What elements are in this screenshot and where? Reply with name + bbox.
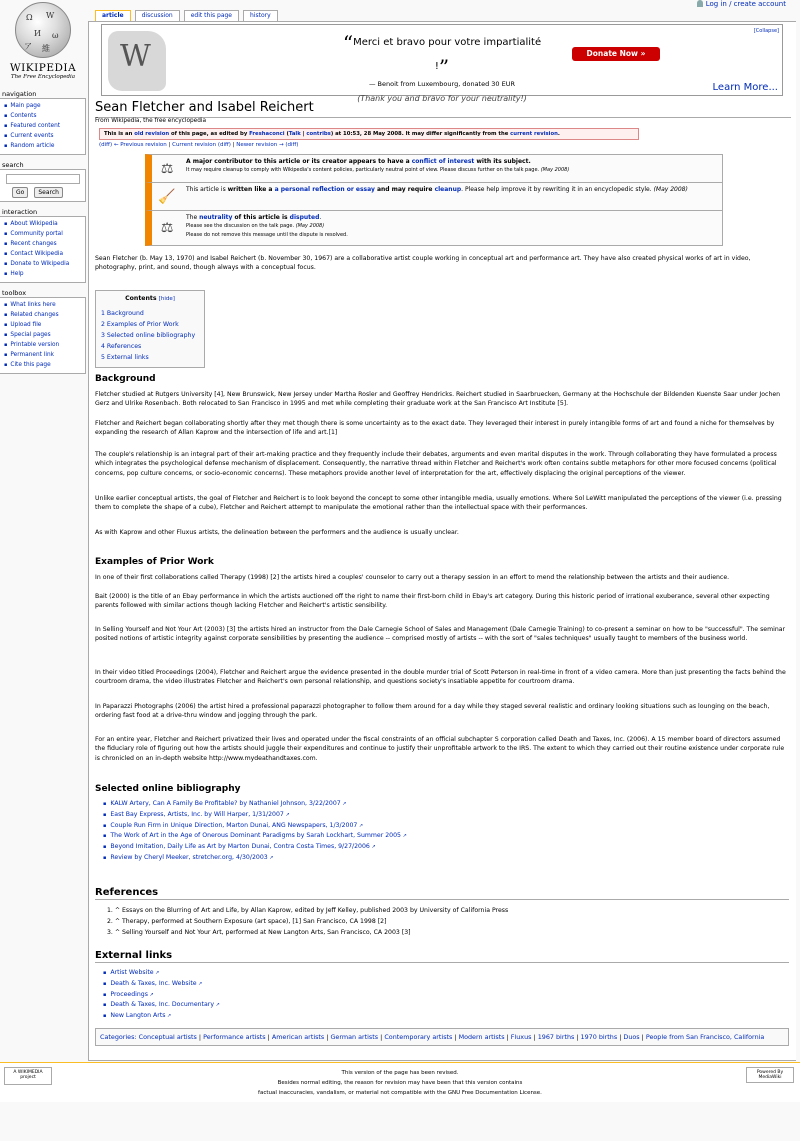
category-link[interactable]: Fluxus	[510, 1033, 532, 1041]
sidebar-item-help[interactable]: ▪ Help	[4, 269, 82, 279]
cleanup-link[interactable]: cleanup	[434, 186, 462, 193]
tab-history[interactable]: history	[243, 10, 278, 21]
logo-wordmark: WIKIPEDIA	[9, 62, 77, 74]
toc-item[interactable]: 1 Background	[101, 310, 144, 317]
nav-title: navigation	[2, 90, 37, 98]
broom-icon: 🧹	[158, 188, 176, 205]
paragraph: For an entire year, Fletcher and Reichert privatized their lives and operated under the fiscal constraints of an official subchapter S corporation called Death and Taxes, Inc. (2006). A 15 member board of directors assumed the fiduciary role of figuring out how the artists should juggle their expenditures and continue to justify their unprofitable artwork to the IRS. The extent to which they carried out their routine existence under corporate rule is chronicled on an in-depth website http://www.mydeathandtaxes.com.	[95, 736, 785, 762]
list-item: 3. ^ Selling Yourself and Not Your Art, performed at New Langton Arts, San Francisco, CA 2003 [3]	[107, 928, 411, 936]
footer-text	[240, 1068, 560, 1098]
sidebar-item-related-changes[interactable]: ▪ Related changes	[4, 310, 82, 320]
search-input[interactable]	[6, 174, 80, 184]
tab-discussion[interactable]: discussion	[135, 10, 180, 21]
paragraph: Unlike earlier conceptual artists, the goal of Fletcher and Reichert is to look beyond the concept to some other intangible media, usually emotions. Where Sol LeWitt manipulated the perceptions of the viewer (i.e. pressing them to complete the shape of a cube), Fletcher and Reichert attempt to manipulate the emotional rather than the intellectual space with their performances.	[95, 495, 782, 512]
footer-line: factual inaccuracies, vandalism, or material not compatible with the GNU Free Documentation License.	[258, 1090, 542, 1096]
puzzle-globe-icon: Ω W И ω ア 維	[15, 2, 71, 58]
newer-revision-link[interactable]: Newer revision → (diff)	[236, 142, 299, 148]
fundraiser-banner	[101, 24, 783, 103]
revision-nav: (diff) ← Previous revision | Current revision (diff) | Newer revision → (diff)	[99, 142, 299, 148]
category-link[interactable]: German artists	[330, 1033, 379, 1041]
search-portlet	[0, 161, 86, 202]
list-item[interactable]: ▪ KALW Artery, Can A Family Be Profitable? by Nathaniel Johnson, 3/22/2007 ↗	[103, 799, 407, 810]
list-item[interactable]: ▪ Beyond Imitation, Daily Life as Art by Marton Dunai, Contra Costa Times, 9/27/2006 ↗	[103, 842, 407, 853]
sidebar-item-featured[interactable]: ▪ Featured content	[4, 121, 82, 131]
references-list	[107, 906, 508, 938]
sidebar-item-main-page[interactable]: ▪ Main page	[4, 101, 82, 111]
sidebar-item-cite[interactable]: ▪ Cite this page	[4, 360, 82, 370]
category-link[interactable]: Performance artists	[203, 1033, 266, 1041]
wikipedia-puzzle-icon: W	[108, 31, 166, 91]
paragraph: Bait (2000) is the title of an Ebay performance in which the artists auctioned off the right to name their first-born child in Ebay's art category. During this historic period of irrational exuberance, several other expecting parents followed with similar actions though lacking Fletcher and Reichert's artistic sensibility.	[95, 593, 770, 610]
list-item[interactable]: ▪ Review by Cheryl Meeker, stretcher.org, 4/30/2003 ↗	[103, 853, 407, 864]
message-boxes	[145, 154, 723, 246]
tab-article[interactable]: article	[95, 10, 131, 21]
paragraph: In one of their first collaborations called Therapy (1998) [2] the artists hired a couples' counselor to carry out a therapy session in an effort to mend the relationship between the artists and their audience.	[95, 574, 730, 581]
category-link[interactable]: Duos	[623, 1033, 640, 1041]
old-revision-link[interactable]: old revision	[134, 131, 170, 137]
donate-button[interactable]: Donate Now »	[572, 47, 660, 61]
sidebar-item-donate[interactable]: ▪ Donate to Wikipedia	[4, 259, 82, 269]
login-link[interactable]	[697, 0, 786, 8]
toolbox-portlet	[0, 289, 86, 374]
list-item[interactable]: ▪ Artist Website ↗	[103, 968, 220, 979]
toc-item[interactable]: 4 References	[101, 343, 142, 350]
paragraph: Fletcher and Reichert began collaborating shortly after they met though there is some uncertainty as to the exact date. They leveraged their interest in purely intangible forms of art and found a niche for themselves by expanding the research of Allan Kaprow and the intersection of life and art.[1]	[95, 420, 775, 437]
coi-box: ⚖ A major contributor to this article or its creator appears to have a conflict of interest with its subject. It may require cleanup to comply with Wikipedia's content policies, particularly neutral point of view. Please discuss further on the talk page. (May 2008)	[145, 154, 723, 182]
donor-quote: “Merci et bravo pour votre impartialité !” — Benoit from Luxembourg, donated 30 EUR (Thank you and bravo for your neutrality!)	[342, 31, 542, 103]
paragraph: In Selling Yourself and Not Your Art (2003) [3] the artists hired an instructor from the Dale Carnegie School of Sales and Management (Dale Carnegie Training) to co-present a seminar on how to be "successful". The seminar posited notions of artistic integrity against corporate sensibilities by presenting the audience -- comprised mostly of artists -- with the sort of "sales techniques" usually taught to members of the business world.	[95, 626, 786, 643]
paragraph: Fletcher studied at Rutgers University [4], New Brunswick, New Jersey under Martha Rosler and Geoffrey Hendricks. Reichert studied in Saarbruecken, Germany at the Hochschule der Bildenden Kuenste Saar under Jochen Gerz and Ulrike Rosenbach. Both relocated to San Francisco in 1995 and met while completing their graduate work at the San Francisco Art Institute [5].	[95, 391, 781, 408]
toolbox-title: toolbox	[2, 289, 27, 297]
interaction-portlet	[0, 208, 86, 283]
external-links-list	[103, 968, 220, 1022]
logo-tagline: The Free Encyclopedia	[10, 74, 76, 80]
sidebar-item-about[interactable]: ▪ About Wikipedia	[4, 219, 82, 229]
essay-link[interactable]: a personal reflection or essay	[274, 186, 375, 193]
disputed-link[interactable]: disputed	[289, 214, 320, 221]
sidebar-item-permanent[interactable]: ▪ Permanent link	[4, 350, 82, 360]
category-link[interactable]: Modern artists	[458, 1033, 505, 1041]
talk-link[interactable]: Talk	[288, 131, 301, 137]
intro-paragraph: Sean Fletcher (b. May 13, 1970) and Isabel Reichert (b. November 30, 1967) are a collaborative artist couple working in conceptual art and performance art. They have also created physical works of art in video, photography, print, and sound, though always with a conceptual focus.	[95, 255, 751, 272]
bibliography-heading: Selected online bibliography	[95, 784, 241, 794]
sidebar-item-what-links[interactable]: ▪ What links here	[4, 300, 82, 310]
list-item[interactable]: ▪ New Langton Arts ↗	[103, 1011, 220, 1022]
category-link[interactable]: Contemporary artists	[384, 1033, 453, 1041]
old-revision-notice: This is an old revision of this page, as edited by Freshaconci (Talk | contribs) at 10:53, 28 May 2008. It may differ significantly from the current revision.	[99, 128, 639, 140]
references-heading: References	[95, 887, 789, 900]
search-button[interactable]: Search	[34, 187, 63, 198]
external-links-heading: External links	[95, 950, 789, 963]
paragraph: In their video titled Proceedings (2004), Fletcher and Reichert argue the evidence presented in the double murder trial of Scott Peterson in real-time in front of a video camera. More than just presenting the facts behind the courtroom drama, the video illustrates Fletcher and Reichert's own personal relationship, and questions society's insatiable appetite for courtroom drama.	[95, 669, 786, 686]
coi-link[interactable]: conflict of interest	[411, 158, 475, 165]
editor-link[interactable]: Freshaconci	[249, 131, 285, 137]
list-item[interactable]: ▪ Proceedings ↗	[103, 990, 220, 1001]
content-area	[88, 21, 796, 1061]
previous-revision-link[interactable]: (diff) ← Previous revision	[99, 142, 167, 148]
list-item[interactable]: ▪ Couple Run Firm in Unique Direction, Marton Dunai, ANG Newspapers, 1/3/2007 ↗	[103, 821, 407, 832]
user-icon	[697, 0, 703, 7]
toc-item[interactable]: 5 External links	[101, 354, 149, 361]
list-item: 1. ^ Essays on the Blurring of Art and Life, by Allan Kaprow, edited by Jeff Kelley, published 2003 by University of California Press	[107, 907, 509, 914]
toc-hide-link[interactable]: [hide]	[158, 296, 175, 302]
sidebar-item-contents[interactable]: ▪ Contents	[4, 111, 82, 121]
quote-text: Merci et bravo pour votre impartialité !	[353, 37, 542, 72]
toc-title: Contents	[125, 295, 157, 302]
essay-box: 🧹 This article is written like a a personal reflection or essay and may require cleanup. Please help improve it by rewriting it in an encyclopedic style. (May 2008)	[145, 182, 723, 210]
current-revision-link[interactable]: current revision	[510, 131, 558, 137]
page-tabs	[95, 10, 278, 21]
mediawiki-logo[interactable]: Powered By MediaWiki	[746, 1067, 794, 1083]
paragraph: As with Kaprow and other Fluxus artists, the delineation between the performers and the audience is usually unclear.	[95, 529, 459, 536]
category-links: Categories: Conceptual artists | Performance artists | American artists | German artists | Contemporary artists | Modern artists | Fluxus | 1967 births | 1970 births | Duos | People from San Francisco, California	[95, 1028, 789, 1046]
login-text[interactable]: Log in / create account	[705, 0, 786, 8]
search-title: search	[2, 161, 24, 169]
sidebar-item-random[interactable]: ▪ Random article	[4, 141, 82, 151]
current-revision-nav-link[interactable]: Current revision (diff)	[172, 142, 231, 148]
contribs-link[interactable]: contribs	[306, 131, 331, 137]
wikipedia-logo[interactable]	[2, 2, 84, 88]
sidebar-item-community[interactable]: ▪ Community portal	[4, 229, 82, 239]
toc-item[interactable]: 3 Selected online bibliography	[101, 332, 196, 339]
site-subtitle: From Wikipedia, the free encyclopedia	[95, 118, 207, 124]
sidebar-item-recent-changes[interactable]: ▪ Recent changes	[4, 239, 82, 249]
bibliography-list	[103, 799, 407, 864]
paragraph: The couple's relationship is an integral part of their art-making practice and they frequently include their debates, arguments and even marital disputes in the work. Through collaborating they have formulated a process which integrates the psychological defense mechanism of displacement. Consequently, the narrative thread within Fletcher and Reichert's work often contains subtle metaphors for other more focused concerns (political concerns, pop culture concerns, or socio-economic concerns). These metaphors provide another level of interpretation for the art, effectively displacing the original perceptions of the viewer.	[95, 451, 777, 477]
scales-icon: ⚖	[160, 160, 174, 177]
categories-label[interactable]: Categories:	[100, 1033, 137, 1041]
quote-signature: — Benoit from Luxembourg, donated 30 EUR	[368, 80, 516, 88]
category-link[interactable]: 1967 births	[537, 1033, 575, 1041]
sidebar	[0, 90, 86, 380]
list-item: 2. ^ Therapy, performed at Southern Exposure (art space), [1] San Francisco, CA 1998 [2]	[107, 917, 387, 925]
sidebar-item-contact[interactable]: ▪ Contact Wikipedia	[4, 249, 82, 259]
collapse-link[interactable]: [Collapse]	[753, 28, 779, 34]
examples-heading: Examples of Prior Work	[95, 557, 214, 567]
wikimedia-logo[interactable]: A WIKIMEDIA project	[4, 1067, 52, 1085]
category-link[interactable]: People from San Francisco, California	[645, 1033, 765, 1041]
interaction-title: interaction	[2, 208, 38, 216]
tab-edit[interactable]: edit this page	[184, 10, 239, 21]
toc-item[interactable]: 2 Examples of Prior Work	[101, 321, 179, 328]
footer-line: Besides normal editing, the reason for revision may have been that this version contains	[277, 1080, 523, 1086]
sidebar-item-special[interactable]: ▪ Special pages	[4, 330, 82, 340]
list-item[interactable]: ▪ East Bay Express, Artists, Inc. by Will Harper, 1/31/2007 ↗	[103, 810, 407, 821]
paragraph: In Paparazzi Photographs (2006) the artist hired a professional paparazzi photographer to follow them around for a day while they staged several realistic and ordinary looking situations such as lounging on the beach, ordering fast food at a drive-thru window and jogging through the park.	[95, 703, 770, 720]
learn-more-link[interactable]: Learn More...	[712, 82, 778, 93]
neutrality-box: ⚖ The neutrality of this article is disputed. Please see the discussion on the talk page. (May 2008) Please do not remove this message until the dispute is resolved.	[145, 210, 723, 246]
sidebar-item-printable[interactable]: ▪ Printable version	[4, 340, 82, 350]
list-item[interactable]: ▪ Death & Taxes, Inc. Website ↗	[103, 979, 220, 990]
sidebar-item-upload[interactable]: ▪ Upload file	[4, 320, 82, 330]
sidebar-item-current-events[interactable]: ▪ Current events	[4, 131, 82, 141]
quote-translation: (Thank you and bravo for your neutrality!)	[357, 94, 527, 103]
background-heading: Background	[95, 374, 156, 384]
nav-portlet	[0, 90, 86, 155]
footer-line: This version of the page has been revised.	[341, 1070, 459, 1076]
category-link[interactable]: American artists	[271, 1033, 325, 1041]
list-item[interactable]: ▪ Death & Taxes, Inc. Documentary ↗	[103, 1000, 220, 1011]
list-item[interactable]: ▪ The Work of Art in the Age of Onerous Dominant Paradigms by Sarah Lockhart, Summer 2005 ↗	[103, 831, 407, 842]
go-button[interactable]: Go	[12, 187, 28, 198]
neutrality-link[interactable]: neutrality	[199, 214, 233, 221]
page-title: Sean Fletcher and Isabel Reichert	[95, 100, 791, 118]
category-link[interactable]: 1970 births	[580, 1033, 618, 1041]
table-of-contents	[95, 290, 205, 368]
scales-icon: ⚖	[160, 220, 174, 236]
footer	[0, 1062, 800, 1102]
category-link[interactable]: Conceptual artists	[138, 1033, 197, 1041]
